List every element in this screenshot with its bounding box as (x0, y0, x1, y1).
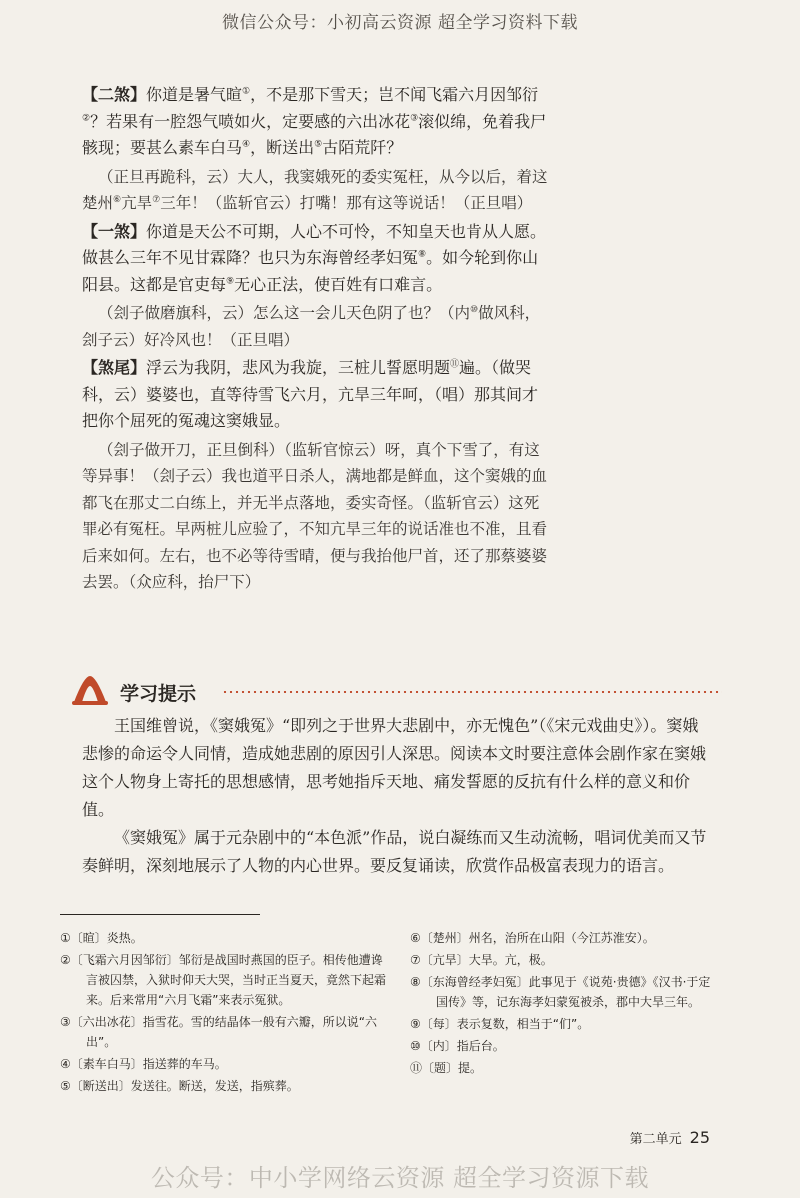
footnote-mark[interactable]: ⑩ (470, 304, 479, 315)
footnote-mark[interactable]: ② (82, 113, 91, 124)
footnote-mark[interactable]: ⑨ (226, 276, 235, 287)
qupai-label: 【一煞】 (82, 221, 147, 241)
footnotes-left (60, 928, 390, 1098)
footnote-item: ⑪〔题〕提。 (410, 1061, 483, 1075)
page-number: 25 (689, 1128, 710, 1147)
footnote-item: ④〔素车白马〕指送葬的车马。 (60, 1057, 227, 1071)
study-tips-header (70, 672, 730, 712)
footnote-mark[interactable]: ① (242, 86, 251, 97)
play-text (82, 82, 552, 598)
footnote-item: ②〔飞霜六月因邹衍〕邹衍是战国时燕国的臣子。相传他遭谗言被囚禁，入狱时仰天大哭，当时正当夏天，竟然下起霜来。后来常用“六月飞霜”来表示冤狱。 (60, 953, 387, 1007)
footnote-mark[interactable]: ⑥ (113, 194, 122, 205)
stage-direction: （刽子做磨旗科，云）怎么这一会儿天色阴了也？（内⑩做风科，刽子云）好冷风也！（正旦唱） (82, 304, 541, 349)
aria-yi-sha: 【一煞】你道是天公不可期，人心不可怜，不知皇天也肯从人愿。做甚么三年不见甘霖降？也只为东海曾经孝妇冤⑧。如今轮到你山阳县。这都是官吏每⑨无心正法，使百姓有口难言。 (82, 221, 547, 294)
footnote-item: ①〔暄〕炎热。 (60, 931, 143, 945)
footnote-mark[interactable]: ⑧ (418, 249, 427, 260)
tips-paragraph: 王国维曾说，《窦娥冤》“即列之于世界大悲剧中，亦无愧色”（《宋元戏曲史》）。窦娥悲惨的命运令人同情，造成她悲剧的原因引人深思。阅读本文时要注意体会剧作家在窦娥这个人物身上寄托的思想感情，思考她指斥天地、痛发誓愿的反抗有什么样的意义和价值。 (82, 716, 707, 819)
page-footer (630, 1128, 710, 1147)
stage-direction: （刽子做开刀，正旦倒科）（监斩官惊云）呀，真个下雪了，有这等异事！（刽子云）我也道平日杀人，满地都是鲜血，这个窦娥的血都飞在那丈二白练上，并无半点落地，委实奇怪。（监斩官云）这死罪必有冤枉。早两桩儿应验了，不知亢旱三年的说话准也不准，且看后来如何。左右，也不必等待雪晴，便与我抬他尸首，还了那蔡婆婆去罢。（众应科，抬尸下） (82, 440, 548, 591)
dotted-divider (222, 691, 722, 693)
study-tips-title: 学习提示 (120, 683, 197, 705)
qupai-label: 【二煞】 (82, 85, 147, 104)
unit-label: 第二单元 (629, 1132, 682, 1147)
aria-er-sha: 【二煞】你道是暑气暄①，不是那下雪天；岂不闻飞霜六月因邹衍②？若果有一腔怨气喷如火，定要感的六出冰花③滚似绵，免着我尸骸现；要甚么素车白马④，断送出⑤古陌荒阡？ (82, 85, 547, 157)
footnote-mark[interactable]: ⑦ (152, 194, 161, 205)
footnote-divider (60, 914, 260, 915)
footnote-mark[interactable]: ③ (410, 113, 419, 124)
qupai-label: 【煞尾】 (82, 358, 147, 377)
header-watermark: 微信公众号：小初高云资源 超全学习资料下载 (222, 13, 578, 33)
footnote-item: ③〔六出冰花〕指雪花。雪的结晶体一般有六瓣，所以说“六出”。 (60, 1015, 377, 1049)
bottom-watermark: 公众号：中小学网络云资源 超全学习资源下载 (150, 1164, 650, 1192)
study-tips-icon (70, 672, 110, 708)
footnote-item: ⑥〔楚州〕州名，治所在山阳（今江苏淮安）。 (410, 931, 655, 945)
footnote-item: ⑩〔内〕指后台。 (410, 1039, 505, 1053)
footnote-item: ⑦〔亢旱〕大旱。亢，极。 (410, 953, 553, 967)
footnote-mark[interactable]: ④ (242, 139, 251, 150)
footnotes-right (410, 928, 720, 1080)
aria-sha-wei: 【煞尾】浮云为我阴，悲风为我旋，三桩儿誓愿明题⑪遍。（做哭科，云）婆婆也，直等待雪飞六月，亢旱三年呵，（唱）那其间才把你个屈死的冤魂这窦娥显。 (82, 358, 539, 430)
study-tips-body (82, 712, 714, 880)
footnote-item: ⑧〔东海曾经孝妇冤〕此事见于《说苑·贵德》《汉书·于定国传》等，记东海孝妇蒙冤被杀，郡中大旱三年。 (410, 975, 711, 1009)
stage-direction: （正旦再跪科，云）大人，我窦娥死的委实冤枉，从今以后，着这楚州⑥亢旱⑦三年！（监斩官云）打嘴！那有这等说话！（正旦唱） (82, 167, 548, 212)
footnote-mark[interactable]: ⑤ (314, 139, 323, 150)
tips-paragraph: 《窦娥冤》属于元杂剧中的“本色派”作品，说白凝练而又生动流畅，唱词优美而又节奏鲜明，深刻地展示了人物的内心世界。要反复诵读，欣赏作品极富表现力的语言。 (82, 828, 707, 875)
footnote-item: ⑤〔断送出〕发送往。断送，发送，指殡葬。 (60, 1079, 299, 1093)
footnote-mark[interactable]: ⑪ (450, 359, 460, 370)
footnote-item: ⑨〔每〕表示复数，相当于“们”。 (410, 1017, 590, 1031)
